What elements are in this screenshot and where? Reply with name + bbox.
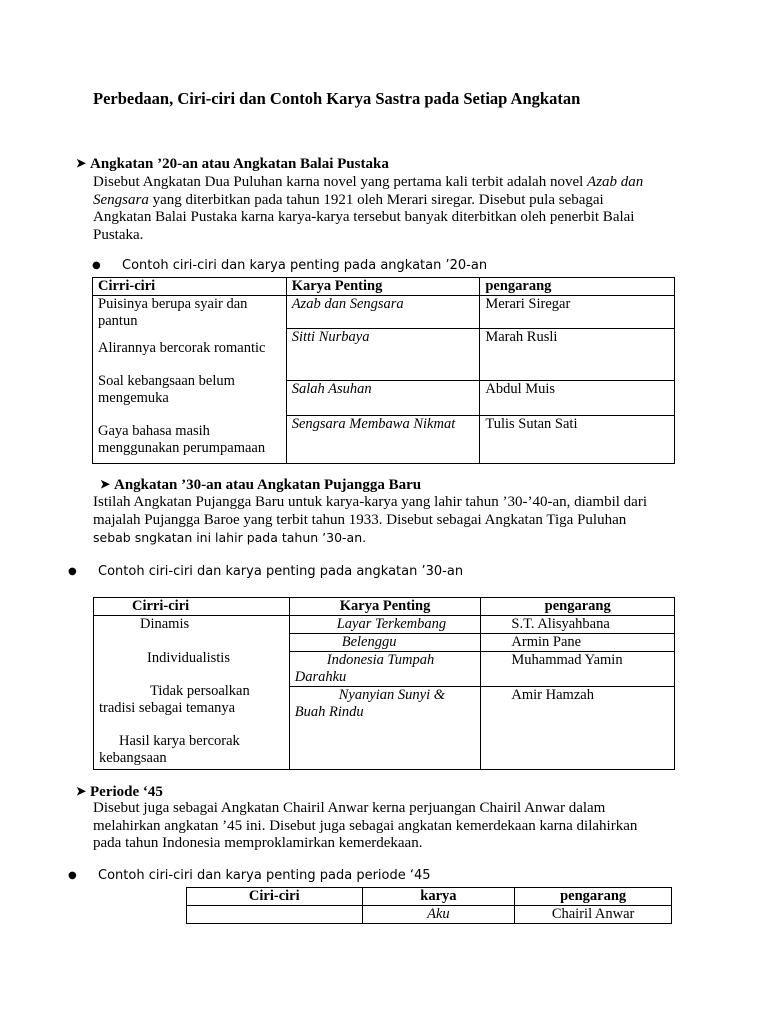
- column-header: pengarang: [515, 888, 672, 906]
- ciri-item: tradisi sebagai temanya: [99, 700, 236, 716]
- pengarang-cell: Amir Hamzah: [481, 687, 675, 770]
- ciri-item: Individualistis: [147, 650, 230, 666]
- arrow-bullet-icon: ➤: [76, 156, 87, 170]
- table-angkatan-30: [93, 597, 675, 770]
- table-row: [93, 296, 675, 329]
- ciri-item: Hasil karya bercorak: [119, 733, 240, 749]
- table-header-row: [187, 888, 672, 906]
- section-2-heading: [100, 477, 421, 494]
- arrow-bullet-icon: ➤: [76, 784, 87, 798]
- ciri-cell: [93, 296, 287, 464]
- para-text: Disebut Angkatan Dua Puluhan karna novel yang pertama kali terbit adalah novel: [93, 174, 588, 190]
- karya-line: Darahku: [294, 669, 347, 685]
- ciri-item: Gaya bahasa masih: [98, 423, 210, 439]
- para-text: Angkatan Balai Pustaka karna karya-karya tersebut banyak diterbitkan oleh penerbit Balai: [93, 209, 635, 225]
- karya-cell: Sitti Nurbaya: [286, 329, 480, 381]
- section-1-heading: [76, 156, 389, 173]
- karya-cell: Azab dan Sengsara: [286, 296, 480, 329]
- pengarang-cell: Armin Pane: [481, 634, 675, 652]
- ciri-cell: [187, 906, 363, 924]
- section-1-paragraph: [93, 174, 703, 244]
- ciri-item: kebangsaan: [99, 750, 167, 766]
- para-text: majalah Pujangga Baroe yang terbit tahun 1933. Disebut sebagai Angkatan Tiga Puluhan: [93, 511, 627, 528]
- karya-cell: Belenggu: [289, 634, 481, 652]
- karya-cell: Layar Terkembang: [289, 616, 481, 634]
- pengarang-cell: Merari Siregar: [480, 296, 675, 329]
- table-angkatan-20: [92, 277, 675, 464]
- table-row: [94, 616, 675, 634]
- section-3-heading-text: Periode ‘45: [90, 784, 163, 800]
- karya-cell: Sengsara Membawa Nikmat: [286, 416, 480, 464]
- karya-line: Nyanyian Sunyi &: [338, 687, 446, 703]
- para-text: Pustaka.: [93, 226, 144, 243]
- ciri-item: mengemuka: [98, 390, 169, 406]
- karya-cell: [289, 652, 481, 687]
- bullet-dot-icon: ●: [92, 260, 101, 271]
- pengarang-cell: Muhammad Yamin: [481, 652, 675, 687]
- table-row: [187, 906, 672, 924]
- section-1-bullet: [92, 258, 487, 273]
- bullet-text: Contoh ciri-ciri dan karya penting pada angkatan ’30-an: [98, 564, 464, 579]
- pengarang-cell: Abdul Muis: [480, 381, 675, 416]
- table-header-row: [93, 278, 675, 296]
- column-header: Karya Penting: [286, 278, 480, 296]
- karya-line: Buah Rindu: [294, 704, 364, 720]
- karya-cell: [289, 687, 481, 770]
- section-2-paragraph: [93, 494, 703, 547]
- column-header: Cirri-ciri: [93, 278, 287, 296]
- section-1-heading-text: Angkatan ’20-an atau Angkatan Balai Pustaka: [90, 156, 389, 172]
- table-periode-45: [186, 887, 672, 924]
- pengarang-cell: S.T. Alisyahbana: [481, 616, 675, 634]
- column-header: pengarang: [480, 278, 675, 296]
- column-header: pengarang: [481, 598, 675, 616]
- ciri-item: Puisinya berupa syair dan: [98, 296, 248, 312]
- pengarang-cell: Chairil Anwar: [515, 906, 672, 924]
- bullet-dot-icon: ●: [68, 870, 77, 881]
- page-title: Perbedaan, Ciri-ciri dan Contoh Karya Sastra pada Setiap Angkatan: [93, 89, 581, 108]
- para-text: Disebut juga sebagai Angkatan Chairil Anwar kerna perjuangan Chairil Anwar dalam: [93, 800, 606, 816]
- ciri-item: Dinamis: [140, 616, 190, 632]
- para-text: Istilah Angkatan Pujangga Baru untuk karya-karya yang lahir tahun ’30-’40-an, diambil dari: [93, 494, 648, 510]
- pengarang-cell: Marah Rusli: [480, 329, 675, 381]
- para-text: sebab sngkatan ini lahir pada tahun ’30-an.: [93, 530, 367, 545]
- para-text: melahirkan angkatan ’45 ini. Disebut juga sebagai angkatan kemerdekaan karna dilahirkan: [93, 817, 638, 834]
- para-text: yang diterbitkan pada tahun 1921 oleh Merari siregar. Disebut pula sebagai: [148, 191, 604, 208]
- para-title-italic: Azab dan: [587, 174, 644, 190]
- section-2-bullet: [68, 564, 463, 579]
- para-text: pada tahun Indonesia memproklamirkan kemerdekaan.: [93, 835, 423, 851]
- bullet-text: Contoh ciri-ciri dan karya penting pada periode ‘45: [98, 868, 431, 883]
- ciri-cell: [94, 616, 290, 770]
- column-header: Cirri-ciri: [94, 598, 290, 616]
- bullet-dot-icon: ●: [68, 566, 77, 577]
- ciri-item: Soal kebangsaan belum: [98, 373, 235, 389]
- section-3-heading: [76, 784, 163, 801]
- ciri-item: pantun: [98, 313, 138, 329]
- table-header-row: [94, 598, 675, 616]
- karya-cell: Salah Asuhan: [286, 381, 480, 416]
- column-header: Ciri-ciri: [187, 888, 363, 906]
- section-3-paragraph: [93, 800, 703, 853]
- bullet-text: Contoh ciri-ciri dan karya penting pada angkatan ’20-an: [122, 258, 488, 273]
- ciri-item: Alirannya bercorak romantic: [98, 340, 266, 356]
- column-header: Karya Penting: [289, 598, 481, 616]
- para-title-italic: Sengsara: [93, 191, 149, 208]
- arrow-bullet-icon: ➤: [100, 477, 111, 491]
- ciri-item: Tidak persoalkan: [150, 683, 250, 699]
- karya-cell: Aku: [362, 906, 515, 924]
- column-header: karya: [362, 888, 515, 906]
- section-3-bullet: [68, 868, 431, 883]
- karya-line: Indonesia Tumpah: [326, 652, 435, 668]
- section-2-heading-text: Angkatan ’30-an atau Angkatan Pujangga Baru: [114, 477, 422, 493]
- ciri-item: menggunakan perumpamaan: [98, 440, 266, 456]
- pengarang-cell: Tulis Sutan Sati: [480, 416, 675, 464]
